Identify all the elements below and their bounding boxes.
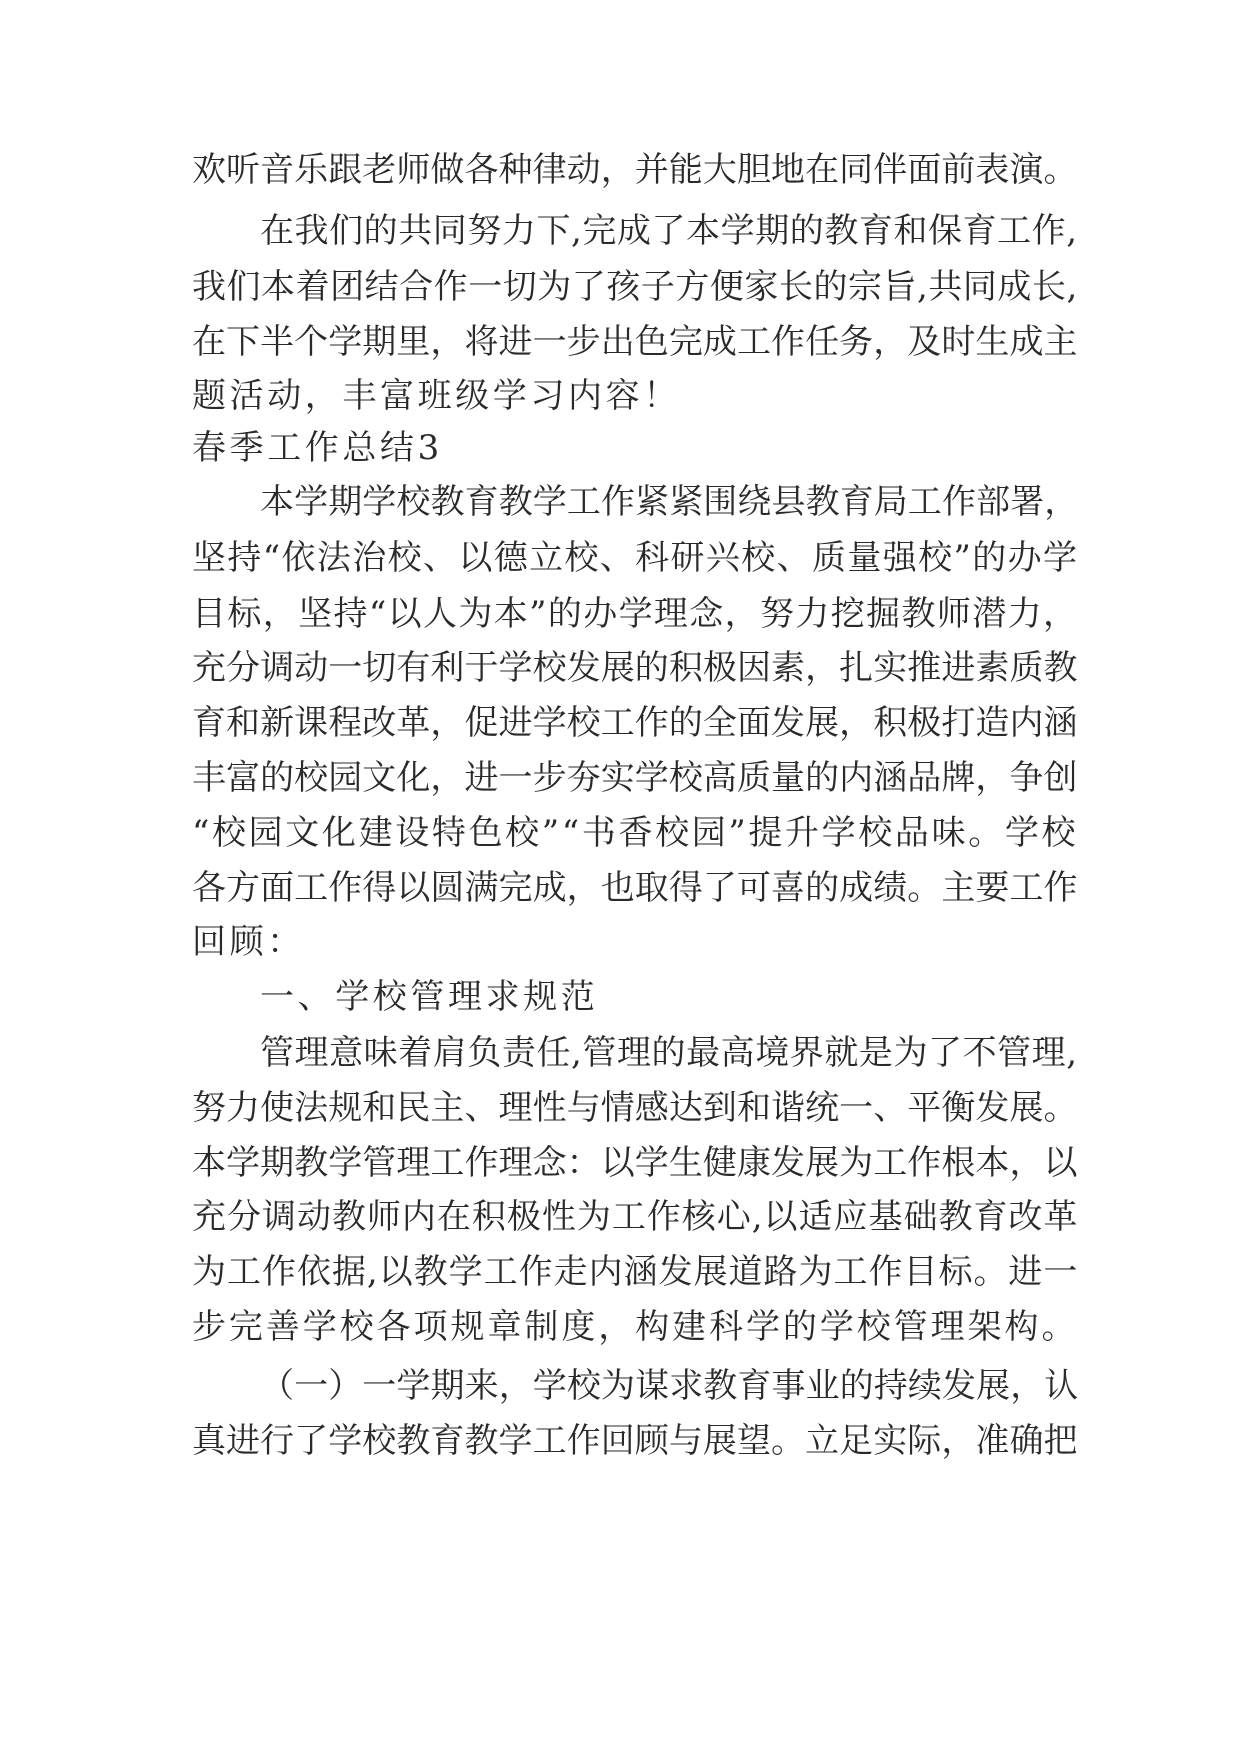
text-line: 我们本着团结合作一切为了孩子方便家长的宗旨,共同成长,	[192, 267, 1078, 307]
text-line: 为工作依据,以教学工作走内涵发展道路为工作目标。进一	[192, 1252, 1079, 1292]
text-line: 本学期学校教育教学工作紧紧围绕县教育局工作部署，	[260, 482, 1079, 522]
section-heading: 春季工作总结3	[192, 428, 443, 468]
text-line: 在下半个学期里，将进一步出色完成工作任务，及时生成主	[192, 322, 1078, 362]
text-line: （一）一学期来，学校为谋求教育事业的持续发展，认	[260, 1366, 1079, 1406]
text-line: 充分调动教师内在积极性为工作核心,以适应基础教育改革	[192, 1197, 1079, 1237]
text-line: 坚持“依法治校、以德立校、科研兴校、质量强校”的办学	[192, 538, 1079, 578]
text-line: 步完善学校各项规章制度，构建科学的学校管理架构。	[192, 1307, 1079, 1347]
text-line: 各方面工作得以圆满完成，也取得了可喜的成绩。主要工作	[192, 868, 1078, 908]
text-line: 充分调动一切有利于学校发展的积极因素，扎实推进素质教	[192, 648, 1078, 688]
text-line: 回顾：	[192, 922, 305, 962]
text-line: 管理意味着肩负责任,管理的最高境界就是为了不管理,	[260, 1033, 1078, 1073]
text-line: 目标，坚持“以人为本”的办学理念，努力挖掘教师潜力，	[192, 594, 1079, 634]
text-line: 在我们的共同努力下,完成了本学期的教育和保育工作,	[260, 211, 1078, 251]
text-line: 真进行了学校教育教学工作回顾与展望。立足实际，准确把	[192, 1421, 1078, 1461]
text-line: 努力使法规和民主、理性与情感达到和谐统一、平衡发展。	[192, 1088, 1078, 1128]
text-line: 丰富的校园文化，进一步夯实学校高质量的内涵品牌，争创	[192, 758, 1078, 798]
text-line: 育和新课程改革，促进学校工作的全面发展，积极打造内涵	[192, 703, 1078, 743]
text-line: 欢听音乐跟老师做各种律动，并能大胆地在同伴面前表演。	[192, 150, 1078, 190]
text-line: 题活动，丰富班级学习内容！	[192, 376, 681, 416]
subsection-heading: 一、学校管理求规范	[260, 977, 599, 1017]
text-line: “校园文化建设特色校”“书香校园”提升学校品味。学校	[192, 813, 1079, 853]
text-line: 本学期教学管理工作理念：以学生健康发展为工作根本，以	[192, 1143, 1078, 1183]
